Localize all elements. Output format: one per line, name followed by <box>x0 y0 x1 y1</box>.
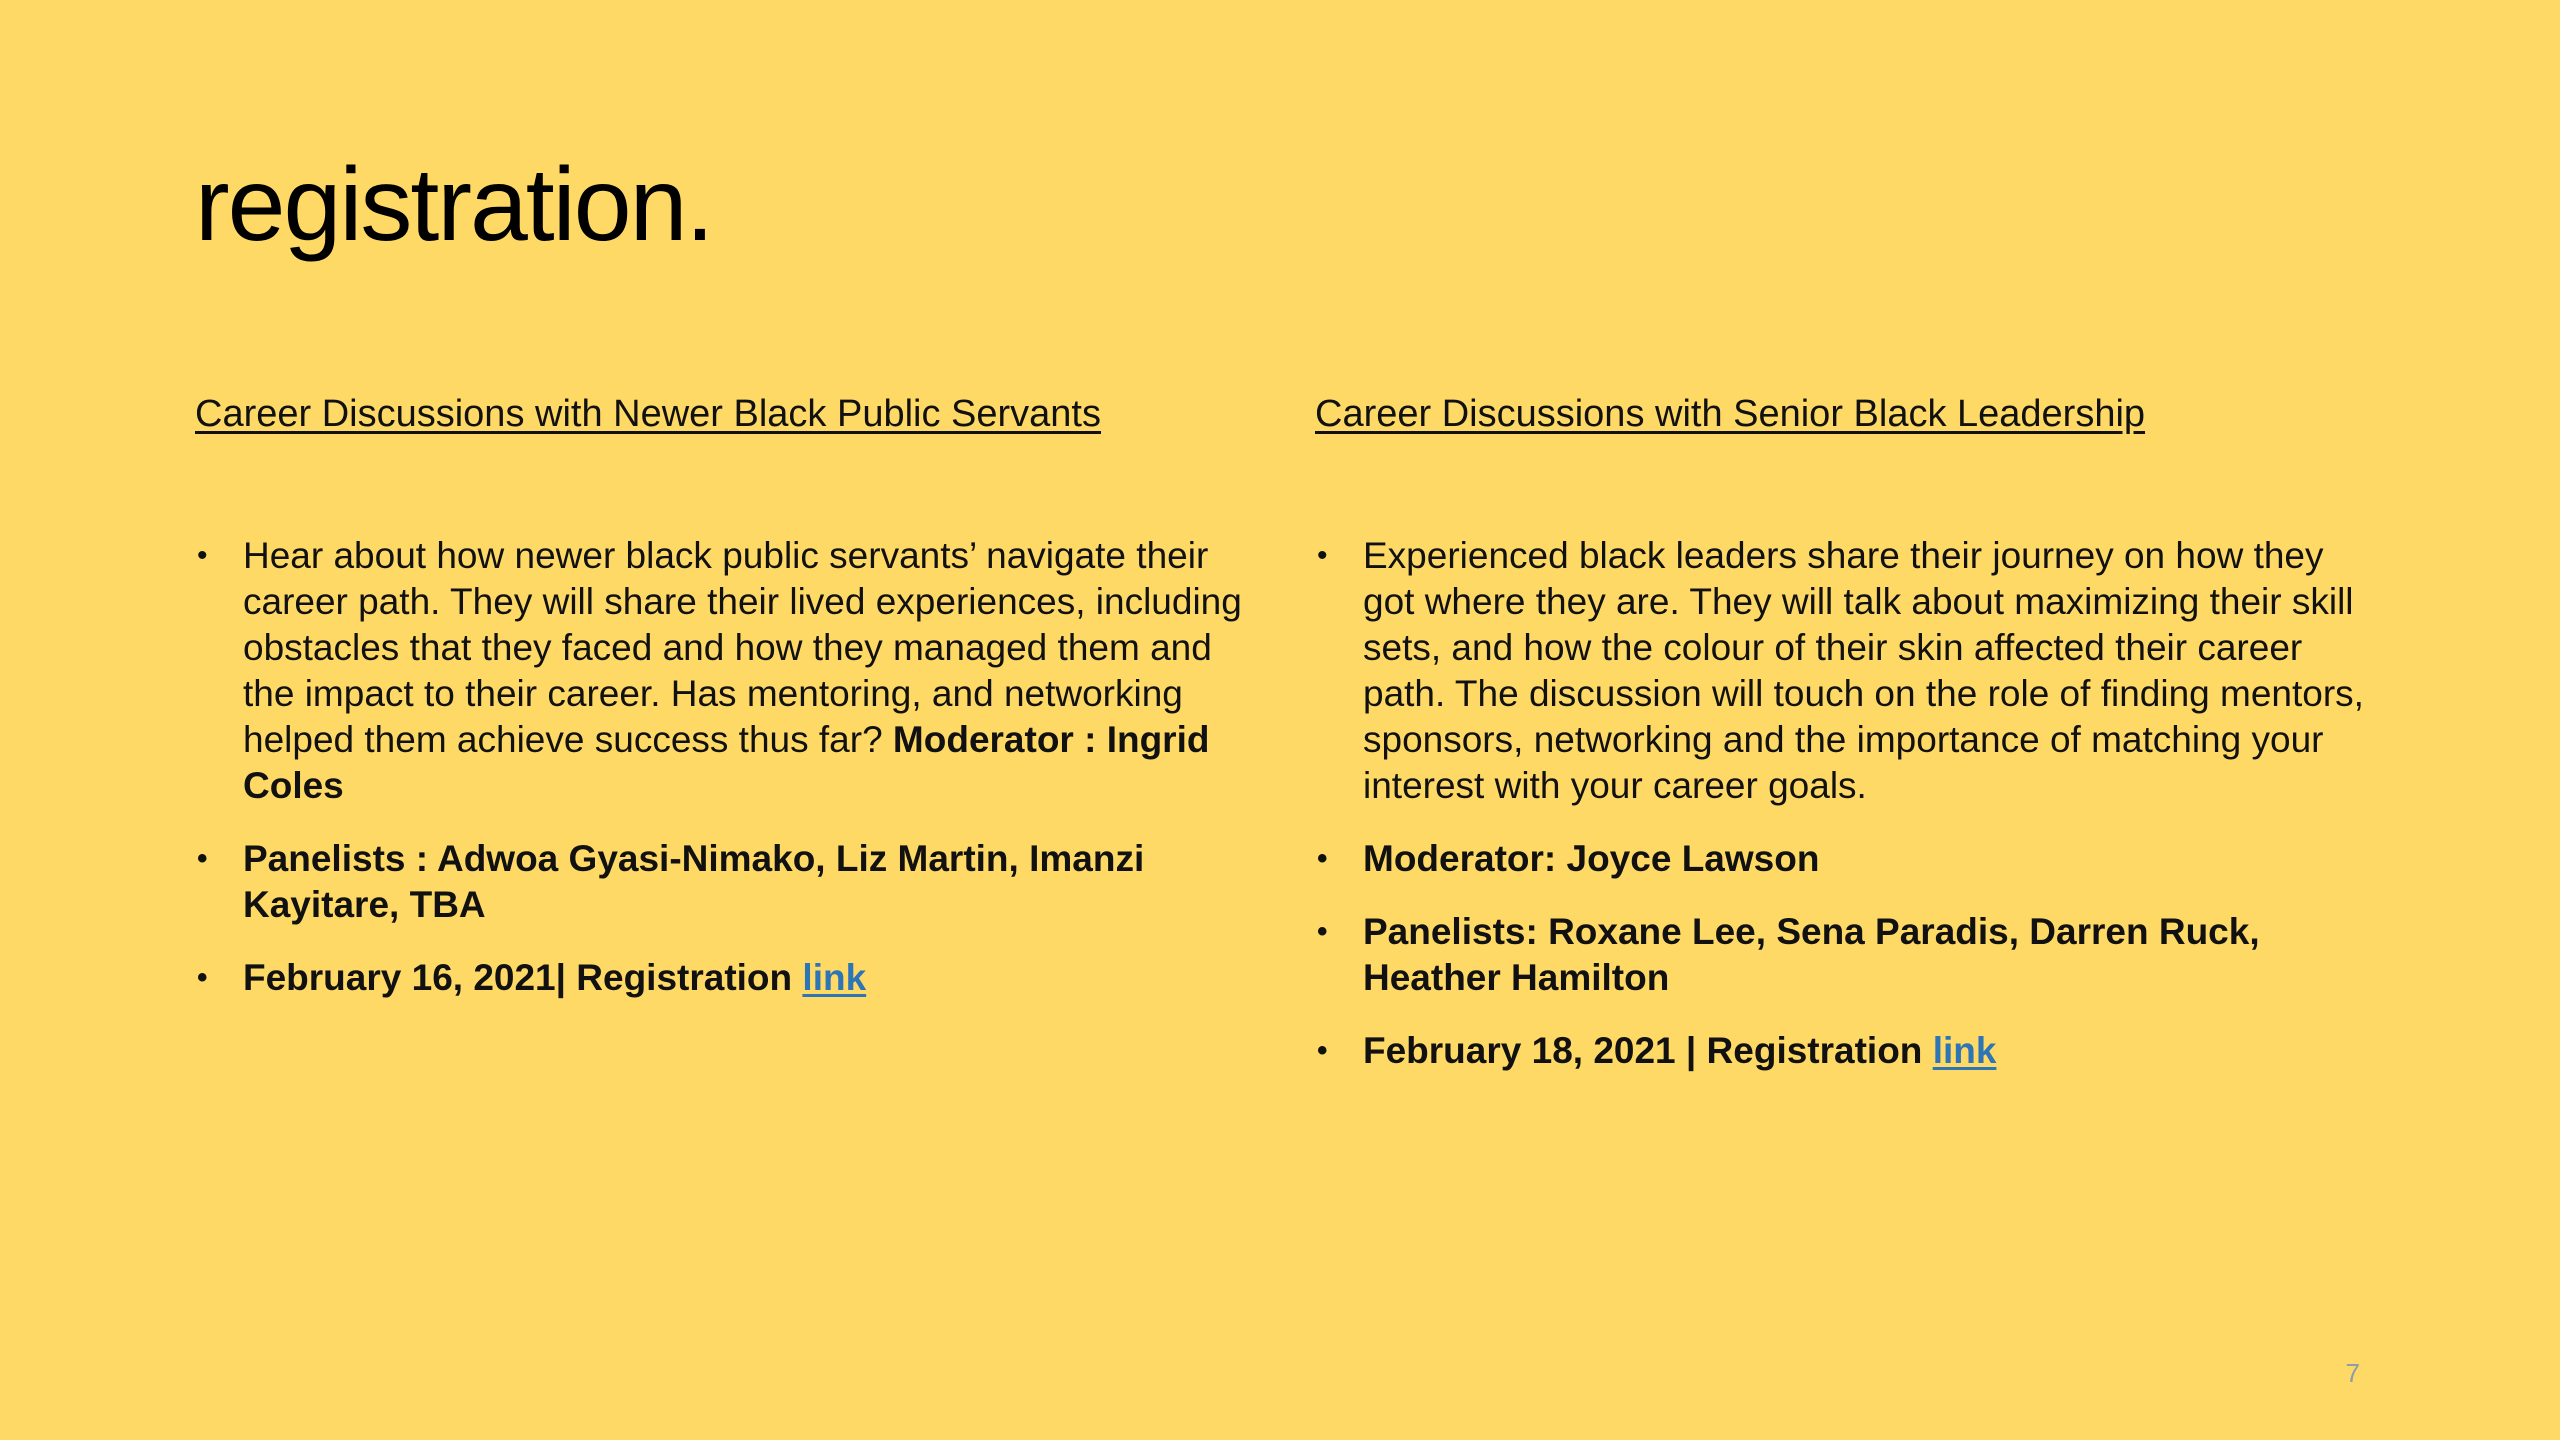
list-item <box>1315 836 2375 882</box>
date-registration-text: February 18, 2021 | Registration <box>1363 1030 1933 1071</box>
bullet-icon: • <box>1317 1034 1328 1067</box>
panelists-text: Panelists: Roxane Lee, Sena Paradis, Darren Ruck, Heather Hamilton <box>1363 911 2260 998</box>
moderator-text: Moderator: Joyce Lawson <box>1363 838 1820 879</box>
bullet-icon: • <box>197 961 208 994</box>
list-item <box>195 955 1245 1001</box>
list-item <box>1315 533 2375 809</box>
registration-link[interactable]: link <box>802 957 867 998</box>
right-bullet-list <box>1315 533 2375 1101</box>
left-bullet-list <box>195 533 1245 1028</box>
bullet-icon: • <box>1317 915 1328 948</box>
bullet-icon: • <box>1317 842 1328 875</box>
bullet-icon: • <box>1317 539 1328 572</box>
list-item <box>195 836 1245 928</box>
moderator-text: Moderator : Ingrid Coles <box>243 719 1210 806</box>
left-column <box>195 390 1245 998</box>
date-registration-text: February 16, 2021| Registration <box>243 957 803 998</box>
list-item <box>195 533 1245 809</box>
registration-link[interactable]: link <box>1932 1030 1997 1071</box>
list-item <box>1315 1028 2375 1074</box>
page-number: 7 <box>2345 1358 2360 1388</box>
left-column-heading: Career Discussions with Newer Black Public Servants <box>195 393 1101 435</box>
bullet-icon: • <box>197 539 208 572</box>
panelists-text: Panelists : Adwoa Gyasi-Nimako, Liz Martin, Imanzi Kayitare, TBA <box>243 838 1145 925</box>
slide-title: registration. <box>195 147 713 263</box>
bullet-icon: • <box>197 842 208 875</box>
list-item <box>1315 909 2375 1001</box>
right-column <box>1315 390 2375 1071</box>
right-column-heading: Career Discussions with Senior Black Leadership <box>1315 393 2146 435</box>
session-description: Hear about how newer black public servants’ navigate their career path. They will share their lived experiences, including obstacles that they faced and how they managed them and the impact to their career. Has mentoring, and networking helped them achieve success thus far? <box>243 535 1242 760</box>
session-description: Experienced black leaders share their journey on how they got where they are. They will talk about maximizing their skill sets, and how the colour of their skin affected their career path. The discussion will touch on the role of finding mentors, sponsors, networking and the importance of matching your interest with your career goals. <box>1363 535 2364 806</box>
